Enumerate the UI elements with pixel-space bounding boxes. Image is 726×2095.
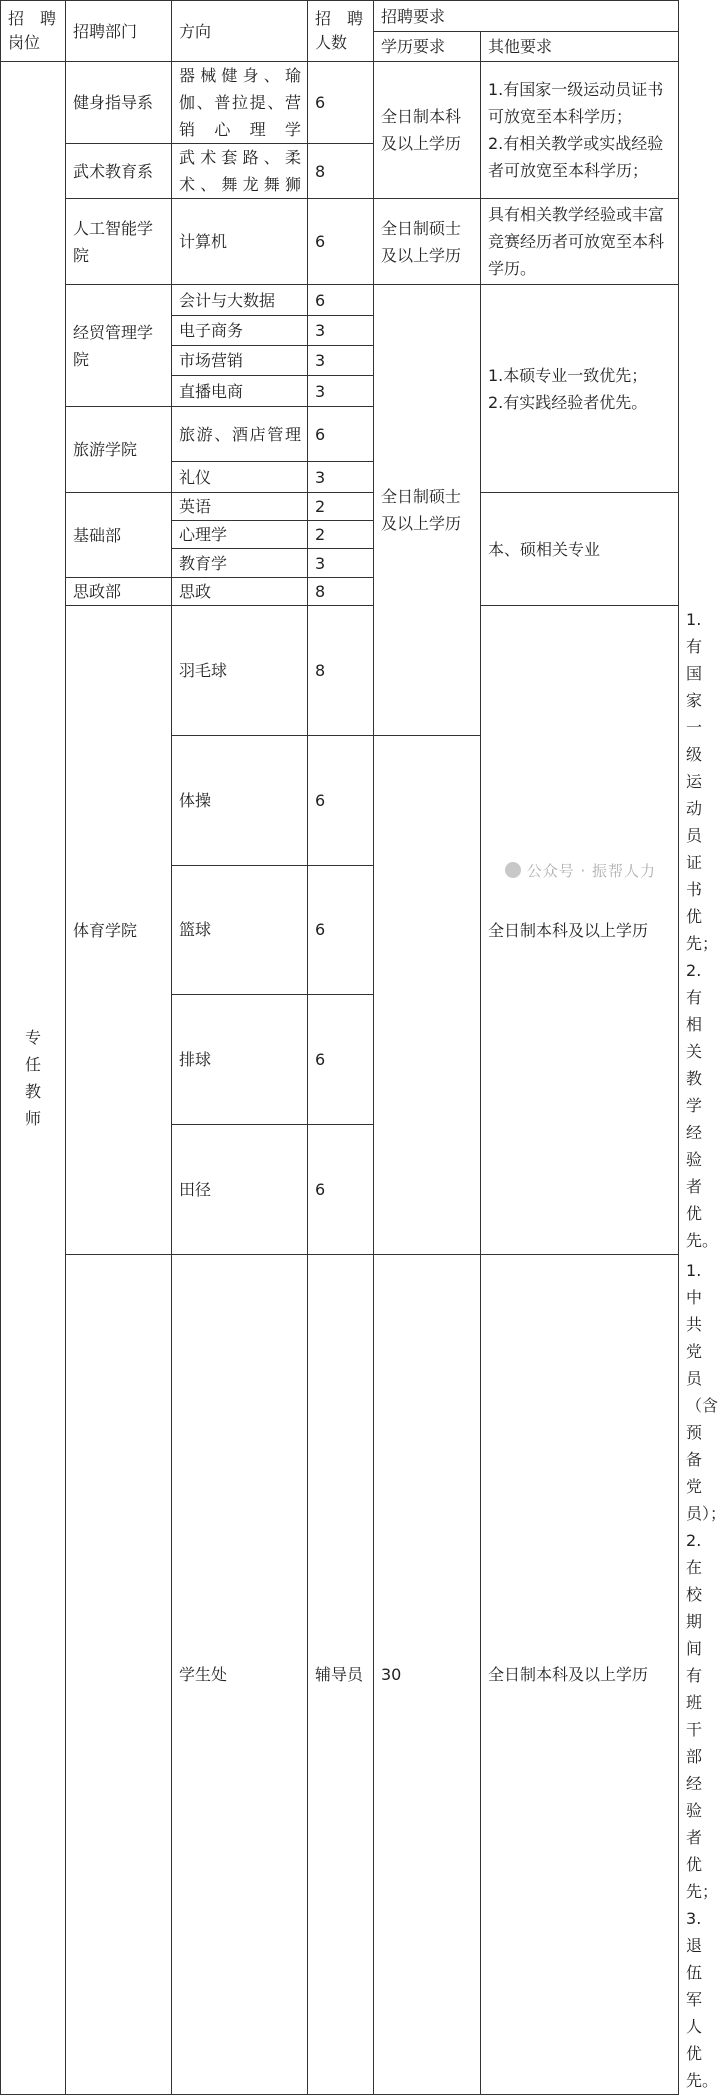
header-count: 招 聘 人数 [308, 1, 374, 62]
count-cell: 8 [308, 144, 374, 199]
direction-cell: 羽毛球 [172, 606, 308, 736]
other-cell: 1.本硕专业一致优先； 2.有实践经验者优先。 [481, 285, 679, 493]
edu-cell: 全日制本科及以上学历 [481, 606, 679, 1255]
dept-cell: 学生处 [172, 1255, 308, 2095]
count-cell: 6 [308, 1125, 374, 1255]
dept-cell: 武术教育系 [66, 144, 172, 199]
count-cell: 8 [308, 606, 374, 736]
header-education: 学历要求 [374, 32, 481, 62]
other-cell: 1.有国家一级运动员证书可放宽至本科学历； 2.有相关教学或实战经验者可放宽至本科学历； [481, 62, 679, 199]
count-cell: 3 [308, 549, 374, 578]
count-cell: 3 [308, 346, 374, 376]
direction-cell: 礼仪 [172, 462, 308, 493]
count-cell: 6 [308, 735, 374, 865]
direction-cell: 体操 [172, 735, 308, 865]
direction-cell: 英语 [172, 493, 308, 521]
other-cell: 具有相关教学经验或丰富竞赛经历者可放宽至本科学历。 [481, 199, 679, 285]
count-cell: 6 [308, 865, 374, 995]
direction-cell: 电子商务 [172, 316, 308, 346]
edu-cell: 全日制本科及以上学历 [481, 1255, 679, 2095]
count-cell: 2 [308, 521, 374, 549]
dept-cell: 思政部 [66, 578, 172, 606]
recruitment-table: 招 聘 岗位 招聘部门 方向 招 聘 人数 招聘要求 学历要求 其他要求 专 任 教 师 健身指导系 器械健身、瑜伽、普拉提、营销心理学 6 全日制本科及以上学历 1.有国家一级运动员证书可放宽至本科学历； 2.有相关教学或实战经验者可放宽至本科学历； 武术教育系 武术套路、柔术、舞龙舞狮 8 人工智能学院 计算机 6 全日制硕士及以上学历 具有相关教学经验或丰富竞赛经历者可放宽至本科学历。 经贸管理学院 会计与大数据 6 全日制硕士及以上学历 1.本硕专业一致优先； 2.有实践经验者优先。 电子商务 3 市场营销 3 直播电商 3 旅游学院 旅游、酒店管理 6 礼仪 3 基础部 英语 2 本、硕相关专业 心理学 2 教育学 3 思政部 思政 8 体育学院 羽毛球 8 全日制本科及以上学历 1.有国家一级运动员证书优先； 2.有相关教学经验者优先。 体操 6 篮球 6 排球 6 田径 6 学生处 辅导员 30 全日制本科及以上学历 1.中共党员（含预备党员）； 2.在校期间有班干部经验者优先； 3.退伍军人优先。 [0, 0, 679, 2095]
dept-cell: 经贸管理学院 [66, 285, 172, 407]
count-cell: 6 [308, 995, 374, 1125]
dept-cell: 体育学院 [66, 606, 172, 1255]
count-cell: 30 [374, 1255, 481, 2095]
wechat-icon [505, 862, 521, 878]
count-cell: 3 [308, 316, 374, 346]
count-cell: 6 [308, 407, 374, 462]
count-cell: 3 [308, 376, 374, 407]
header-direction: 方向 [172, 1, 308, 62]
count-cell: 6 [308, 199, 374, 285]
direction-cell: 排球 [172, 995, 308, 1125]
header-position: 招 聘 岗位 [1, 1, 66, 62]
header-requirements: 招聘要求 [374, 1, 679, 32]
edu-cell: 全日制本科及以上学历 [374, 62, 481, 199]
header-other: 其他要求 [481, 32, 679, 62]
count-cell: 3 [308, 462, 374, 493]
direction-cell: 教育学 [172, 549, 308, 578]
edu-cell: 全日制硕士及以上学历 [374, 285, 481, 736]
edu-cell: 全日制硕士及以上学历 [374, 199, 481, 285]
count-cell: 6 [308, 285, 374, 316]
count-cell: 6 [308, 62, 374, 144]
direction-cell: 市场营销 [172, 346, 308, 376]
direction-cell: 直播电商 [172, 376, 308, 407]
dept-cell: 旅游学院 [66, 407, 172, 493]
direction-cell: 心理学 [172, 521, 308, 549]
direction-cell: 思政 [172, 578, 308, 606]
count-cell: 8 [308, 578, 374, 606]
direction-cell: 武术套路、柔术、舞龙舞狮 [172, 144, 308, 199]
direction-cell: 器械健身、瑜伽、普拉提、营销心理学 [172, 62, 308, 144]
direction-cell: 旅游、酒店管理 [172, 407, 308, 462]
dept-cell: 人工智能学院 [66, 199, 172, 285]
direction-cell: 计算机 [172, 199, 308, 285]
dept-cell: 基础部 [66, 493, 172, 578]
direction-cell: 辅导员 [308, 1255, 374, 2095]
post-fulltime-teacher: 专 任 教 师 [1, 62, 66, 2095]
watermark: 公众号 · 振帮人力 [505, 860, 656, 881]
dept-cell: 健身指导系 [66, 62, 172, 144]
header-dept: 招聘部门 [66, 1, 172, 62]
direction-cell: 田径 [172, 1125, 308, 1255]
post-counselor [66, 1255, 172, 2095]
other-cell: 本、硕相关专业 [481, 493, 679, 606]
count-cell: 2 [308, 493, 374, 521]
direction-cell: 会计与大数据 [172, 285, 308, 316]
direction-cell: 篮球 [172, 865, 308, 995]
